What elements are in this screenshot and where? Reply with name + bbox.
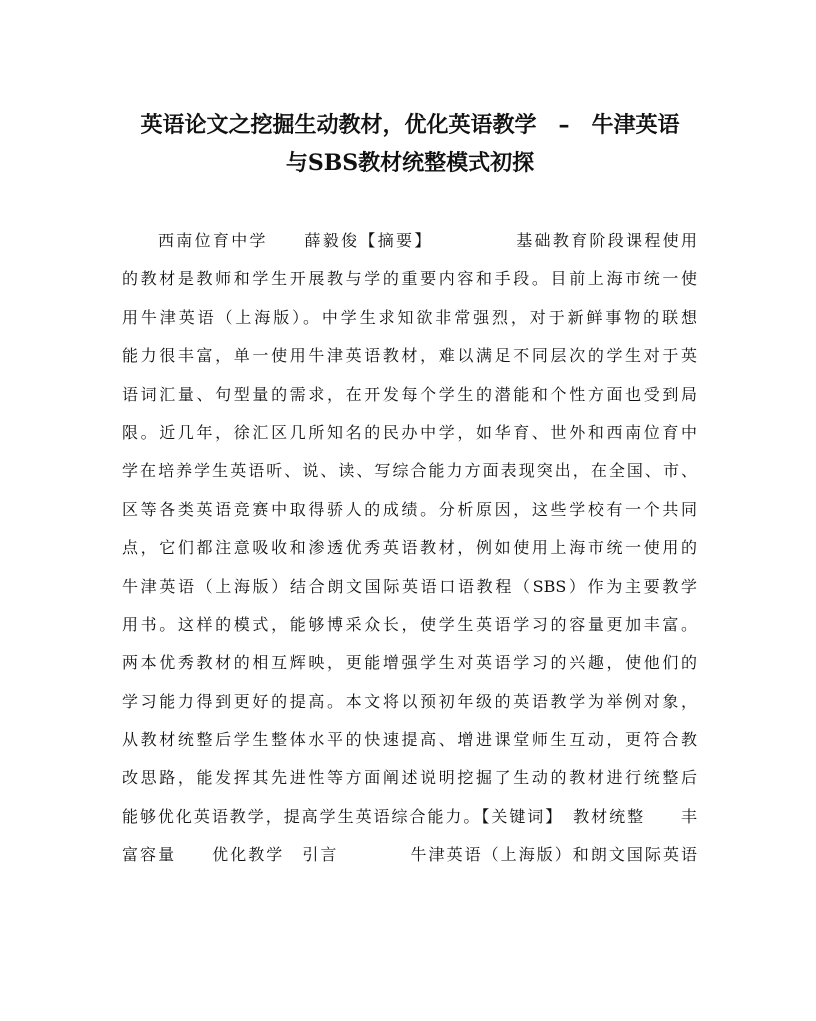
body-line: 牛津英语（上海版）结合朗文国际英语口语教程（SBS）作为主要教学 [122,576,697,596]
body-line: 能力很丰富，单一使用牛津英语教材，难以满足不同层次的学生对于英 [122,346,697,366]
document-title-line-2: 与SBS教材统整模式初探 [285,150,535,176]
body-line: 语词汇量、句型量的需求，在开发每个学生的潜能和个性方面也受到局 [122,384,697,404]
document-body [122,222,697,875]
body-line: 改思路，能发挥其先进性等方面阐述说明挖掘了生动的教材进行统整后 [122,768,697,788]
body-line: 学习能力得到更好的提高。本文将以预初年级的英语教学为举例对象， [122,691,697,711]
body-line: 两本优秀教材的相互辉映，更能增强学生对英语学习的兴趣，使他们的 [122,653,697,673]
body-line: 能够优化英语教学，提高学生英语综合能力。【关键词】 教材统整 丰 [122,806,697,826]
body-line: 西南位育中学 薛毅俊【摘要】 基础教育阶段课程使用 [158,231,697,250]
body-line: 区等各类英语竞赛中取得骄人的成绩。分析原因，这些学校有一个共同 [122,499,697,519]
body-line: 富容量 优化教学 引言 牛津英语（上海版）和朗文国际英语 [122,845,697,865]
body-line: 从教材统整后学生整体水平的快速提高、增进课堂师生互动，更符合教 [122,730,697,750]
body-line: 点，它们都注意吸收和渗透优秀英语教材，例如使用上海市统一使用的 [122,538,697,558]
document-title-line-1: 英语论文之挖掘生动教材，优化英语教学 – 牛津英语 [140,112,680,138]
body-line: 用书。这样的模式，能够博采众长，使学生英语学习的容量更加丰富。 [122,614,697,634]
body-line: 限。近几年，徐汇区几所知名的民办中学，如华育、世外和西南位育中 [122,422,697,442]
body-line: 用牛津英语（上海版）。中学生求知欲非常强烈，对于新鲜事物的联想 [122,307,697,327]
body-line: 的教材是教师和学生开展教与学的重要内容和手段。目前上海市统一使 [122,269,697,289]
body-line: 学在培养学生英语听、说、读、写综合能力方面表现突出，在全国、市、 [122,461,697,481]
